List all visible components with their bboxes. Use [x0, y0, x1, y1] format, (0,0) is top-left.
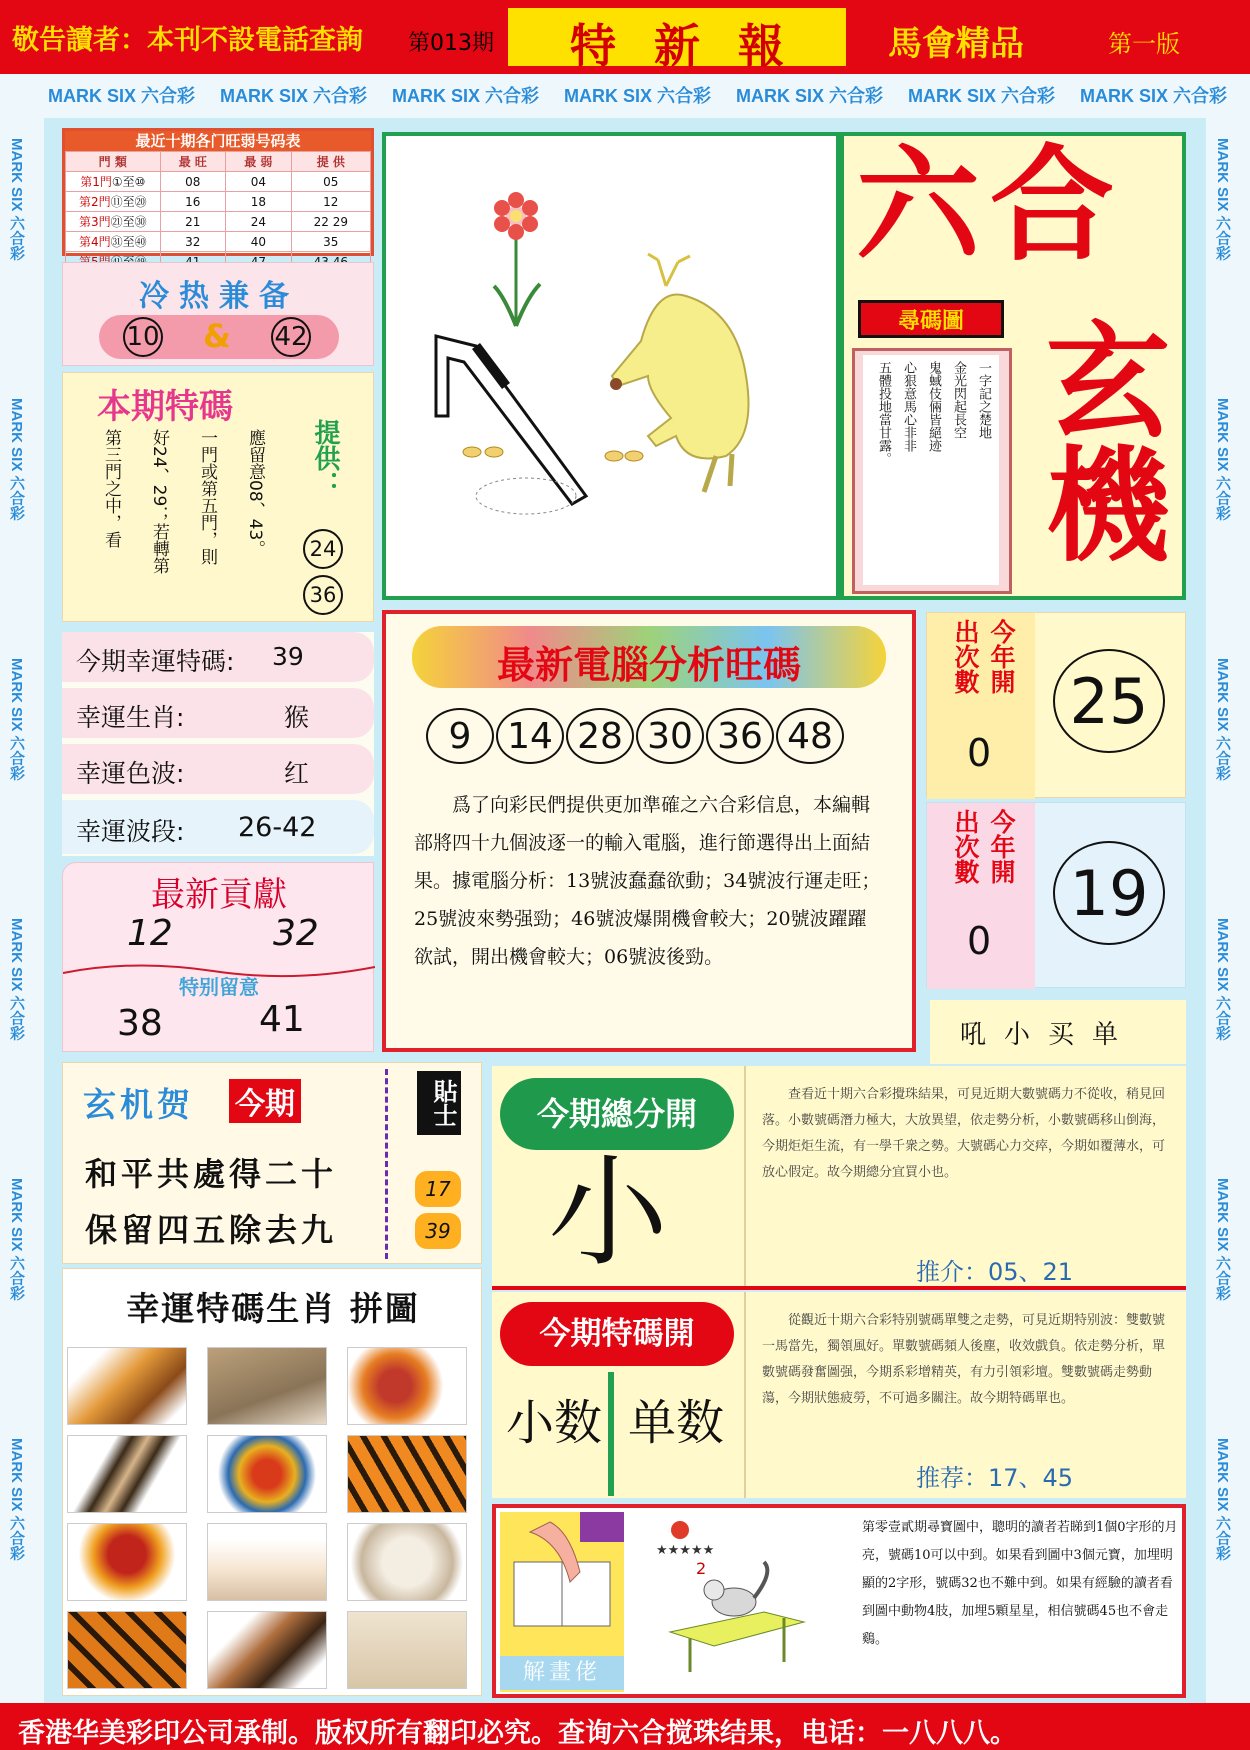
provide-number: 36 [303, 575, 343, 615]
special-code-title: 本期特碼 [97, 387, 233, 427]
stat-count: 0 [967, 919, 992, 963]
stat-label: 出次數 [951, 809, 980, 884]
stat-block [926, 802, 1186, 988]
hot-cold-table-panel [62, 128, 374, 256]
contribution-title: 最新貢獻 [151, 875, 287, 915]
computer-title-bar [412, 626, 886, 688]
scroll-line: 五體投地當甘露。 [876, 361, 891, 465]
small-number-label: 小数 [506, 1395, 603, 1451]
puzzle-tile [207, 1347, 327, 1425]
special-text-col: 一門或第五門，則 [197, 429, 217, 565]
gate-label: 第4門 [78, 235, 111, 249]
butterfly-number: 17 [415, 1171, 461, 1207]
stat-label: 今年開 [987, 809, 1016, 884]
puzzle-tile [207, 1523, 327, 1601]
give-cell: 12 [291, 192, 370, 212]
gate-label: 第3門 [78, 215, 111, 229]
table-title: 最近十期各门旺弱号码表 [65, 131, 371, 151]
table-header: 最 旺 [160, 152, 226, 172]
watermark-text: MARK SIX 六合彩 [8, 398, 25, 521]
cold-number: 10 [123, 317, 163, 357]
lucky-label: 幸運色波: [76, 759, 185, 788]
hot-number: 42 [271, 317, 311, 357]
table-row [66, 212, 371, 232]
total-panel [492, 1066, 1186, 1290]
scroll-line: 一字記之楚地 [976, 361, 991, 439]
stats-panel [926, 612, 1186, 988]
weak-cell: 40 [226, 232, 292, 252]
puzzle-title: 幸運特碼生肖 拼圖 [126, 1289, 420, 1328]
watermark-text: MARK SIX 六合彩 [48, 86, 196, 106]
liuhe-riddle-panel [840, 132, 1186, 600]
watermark-text: MARK SIX 六合彩 [1214, 918, 1231, 1041]
special-divider [744, 1292, 746, 1498]
computer-number: 36 [706, 708, 774, 764]
puzzle-tile [347, 1435, 467, 1513]
give-cell: 35 [291, 232, 370, 252]
watermark-strip [0, 74, 1250, 118]
hot-cell: 08 [160, 172, 226, 192]
weak-cell: 04 [226, 172, 292, 192]
riddle-panel [62, 1062, 482, 1264]
table-row [66, 192, 371, 212]
scroll-line: 鬼蜮伎倆皆絕迹 [926, 361, 941, 452]
total-recommend: 推介：05、21 [916, 1258, 1074, 1286]
stat-number: 25 [1053, 649, 1165, 753]
contribution-number: 41 [259, 999, 305, 1040]
gate-range: ①至⑩ [111, 175, 146, 189]
cold-hot-panel [62, 262, 374, 366]
lucky-label: 幸運生肖: [76, 703, 185, 732]
total-header: 吼小买单 [960, 1020, 1137, 1050]
gate-label: 第2門 [78, 195, 111, 209]
special-text-col: 好24、29；若轉第 [149, 429, 169, 575]
computer-number: 9 [426, 708, 494, 764]
lucky-label: 幸運波段: [76, 817, 185, 846]
riddle-line: 保留四五除去九 [85, 1211, 338, 1249]
provide-label: 提供： [310, 419, 340, 497]
scroll-line: 金光閃起長空 [951, 361, 966, 439]
notice-text: 敬告讀者：本刊不設電話查詢 [12, 25, 363, 56]
picture-explain-panel [492, 1504, 1186, 1698]
give-cell: 22 29 [291, 212, 370, 232]
masthead [0, 0, 1250, 74]
watermark-text: MARK SIX 六合彩 [8, 658, 25, 781]
special-open-badge: 今期特碼開 [500, 1302, 734, 1366]
picture-caption: 解畫佬 [500, 1656, 624, 1690]
hot-cell: 16 [160, 192, 226, 212]
slogan: 馬會精品 [888, 24, 1024, 64]
provide-number: 24 [303, 529, 343, 569]
watermark-right [1206, 118, 1250, 1703]
watermark-text: MARK SIX 六合彩 [8, 1438, 25, 1561]
total-text: 查看近十期六合彩攪珠結果，可見近期大數號碼力不從收，稍見回落。小數號碼潛力極大，大放異望，依走勢分析，小數號碼移山倒海，今期炬炬生流，有一學千衆之勢。大號碼心力交瘁，今期如覆薄水，可放心假定。故今期總分宜買小也。 [762, 1087, 1166, 1180]
watermark-left [0, 118, 44, 1703]
zodiac-puzzle-panel [62, 1268, 482, 1696]
special-open-panel [492, 1292, 1186, 1498]
puzzle-tile [207, 1611, 327, 1689]
stat-block [926, 612, 1186, 798]
watermark-text: MARK SIX 六合彩 [1214, 1178, 1231, 1301]
gate-range: ㉛至㊵ [110, 235, 147, 249]
watermark-text: MARK SIX 六合彩 [1214, 398, 1231, 521]
book-illustration [500, 1512, 624, 1692]
table-header: 提 供 [291, 152, 370, 172]
weak-cell: 18 [226, 192, 292, 212]
newspaper-title: 特新報 [570, 19, 822, 73]
gate-label: 第1門 [80, 175, 112, 189]
watermark-text: MARK SIX 六合彩 [564, 86, 712, 106]
puzzle-tile [67, 1435, 187, 1513]
computer-analysis-text: 爲了向彩民們提供更加準確之六合彩信息，本編輯部將四十九個波逐一的輸入電腦，進行節選得出上面結果。據電腦分析：13號波蠢蠢欲動；34號波行運走旺；25號波來勢强勁；46號波爆開機會較大；20號波躍躍欲試，開出機會較大；06號波後勁。 [414, 794, 881, 968]
special-code-panel [62, 372, 374, 622]
puzzle-tile [347, 1523, 467, 1601]
puzzle-tile [347, 1611, 467, 1689]
watermark-text: MARK SIX 六合彩 [392, 86, 540, 106]
computer-analysis-panel [382, 610, 916, 1052]
give-cell: 05 [291, 172, 370, 192]
edition-label: 第一版 [1108, 30, 1180, 58]
special-text-col: 第三門之中，看 [101, 429, 121, 548]
total-badge: 今期總分開 [500, 1078, 734, 1150]
watermark-text: MARK SIX 六合彩 [1214, 138, 1231, 261]
footer-bar [0, 1703, 1250, 1750]
total-divider [744, 1066, 746, 1286]
puzzle-tile [67, 1611, 187, 1689]
contribution-panel [62, 862, 374, 1052]
cold-hot-pill [99, 315, 339, 359]
watermark-text: MARK SIX 六合彩 [8, 918, 25, 1041]
contribution-subtitle: 特别留意 [179, 975, 259, 999]
book-hand-drawing [500, 1512, 624, 1652]
title-box [508, 8, 846, 73]
issue-number: 第013期 [408, 31, 494, 56]
odd-number-label: 单数 [628, 1395, 725, 1451]
riddle-title-badge: 今期 [229, 1079, 301, 1123]
butterfly-number: 39 [415, 1213, 461, 1249]
hot-cell: 32 [160, 232, 226, 252]
lucky-row [62, 632, 374, 682]
table-row [66, 172, 371, 192]
liuhe-big-title: 六合 [856, 133, 1125, 278]
xuanji-big-title: 玄機 [1025, 316, 1170, 564]
stat-number: 19 [1053, 841, 1165, 945]
lucky-value: 39 [272, 642, 304, 671]
contribution-number: 12 [127, 913, 173, 954]
special-text-col: 應留意08、43。 [245, 429, 265, 558]
puzzle-tile [347, 1347, 467, 1425]
lucky-row [62, 800, 374, 854]
computer-number: 48 [776, 708, 844, 764]
deer-flower-drawing [386, 136, 836, 596]
cold-hot-title: 冷热兼备 [139, 279, 299, 314]
puzzle-tile [67, 1347, 187, 1425]
computer-numbers [426, 708, 876, 762]
seek-code-badge: 尋碼圖 [858, 300, 1004, 338]
hot-cell: 21 [160, 212, 226, 232]
riddle-line: 和平共處得二十 [85, 1155, 338, 1193]
contribution-number: 32 [273, 913, 319, 954]
dog-on-bridge-drawing [634, 1512, 834, 1692]
table-header: 最 弱 [226, 152, 292, 172]
watermark-text: MARK SIX 六合彩 [736, 86, 884, 106]
lucky-value: 红 [284, 759, 310, 788]
svg-text:2: 2 [696, 1559, 707, 1578]
table-header-row [66, 152, 371, 172]
total-big-char: 小 [548, 1144, 668, 1283]
contribution-number: 38 [117, 1003, 163, 1044]
special-open-text: 從觀近十期六合彩特别號碼單雙之走勢，可見近期特别波：雙數號一馬當先，獨領風好。單數號碼頻人後塵，收效戲負。依走勢分析，單數號碼發奮圖强，今期系彩增精英，有力引領彩壇。雙數號碼走勢動蕩，今期狀態疲勞，不可過多關注。故今期特碼單也。 [762, 1313, 1166, 1406]
scroll-paper [863, 355, 999, 585]
ampersand: & [203, 317, 231, 355]
puzzle-tile [207, 1435, 327, 1513]
green-divider [608, 1372, 614, 1496]
lucky-row [62, 688, 374, 738]
puzzle-tile [67, 1523, 187, 1601]
stat-label: 出次數 [951, 619, 980, 694]
watermark-text: MARK SIX 六合彩 [1214, 658, 1231, 781]
lucky-panel [62, 632, 374, 856]
scroll-line: 心狠意馬心非非 [901, 361, 916, 452]
stat-label: 今年開 [987, 619, 1016, 694]
watermark-text: MARK SIX 六合彩 [908, 86, 1056, 106]
riddle-title: 玄机贺 [83, 1085, 194, 1124]
computer-number: 30 [636, 708, 704, 764]
riddle-illustration [382, 132, 840, 600]
watermark-text: MARK SIX 六合彩 [1214, 1438, 1231, 1561]
watermark-text: MARK SIX 六合彩 [8, 138, 25, 261]
tips-badge: 貼士 [417, 1071, 461, 1135]
weak-cell: 24 [226, 212, 292, 232]
computer-number: 14 [496, 708, 564, 764]
lucky-value: 猴 [284, 703, 310, 732]
svg-text:★★★★★: ★★★★★ [656, 1543, 715, 1558]
picture-explain-text: 第零壹貳期尋寶圖中，聰明的讀者若睇到1個0字形的月亮，號碼10可以中到。如果看到圖中3個元寶，加埋明顯的2字形，號碼32也不難中到。如果有經驗的讀者看到圖中動物4肢，加埋5顆星星，相信號碼45也不會走鷄。 [862, 1520, 1178, 1647]
lucky-label: 今期幸運特碼: [76, 647, 235, 676]
footer-text: 香港华美彩印公司承制。版权所有翻印必究。查询六合搅珠结果，电话：一八八八。 [18, 1718, 1017, 1749]
total-header-box [930, 1000, 1186, 1064]
riddle-divider [385, 1069, 388, 1259]
table-row [66, 232, 371, 252]
lucky-row [62, 744, 374, 794]
special-recommend: 推荐：17、45 [916, 1464, 1074, 1492]
stat-count: 0 [967, 731, 992, 775]
watermark-text: MARK SIX 六合彩 [220, 86, 368, 106]
computer-number: 28 [566, 708, 634, 764]
computer-title: 最新電腦分析旺碼 [496, 643, 801, 687]
treasure-map-illustration [634, 1512, 834, 1692]
table-header: 門 類 [66, 152, 161, 172]
watermark-text: MARK SIX 六合彩 [1080, 86, 1228, 106]
watermark-text: MARK SIX 六合彩 [8, 1178, 25, 1301]
hot-cold-table [65, 151, 371, 272]
gate-range: ㉑至㉚ [110, 215, 147, 229]
scroll [852, 348, 1012, 594]
puzzle-grid [67, 1347, 479, 1693]
gate-range: ⑪至⑳ [110, 195, 147, 209]
lucky-value: 26-42 [238, 812, 317, 843]
